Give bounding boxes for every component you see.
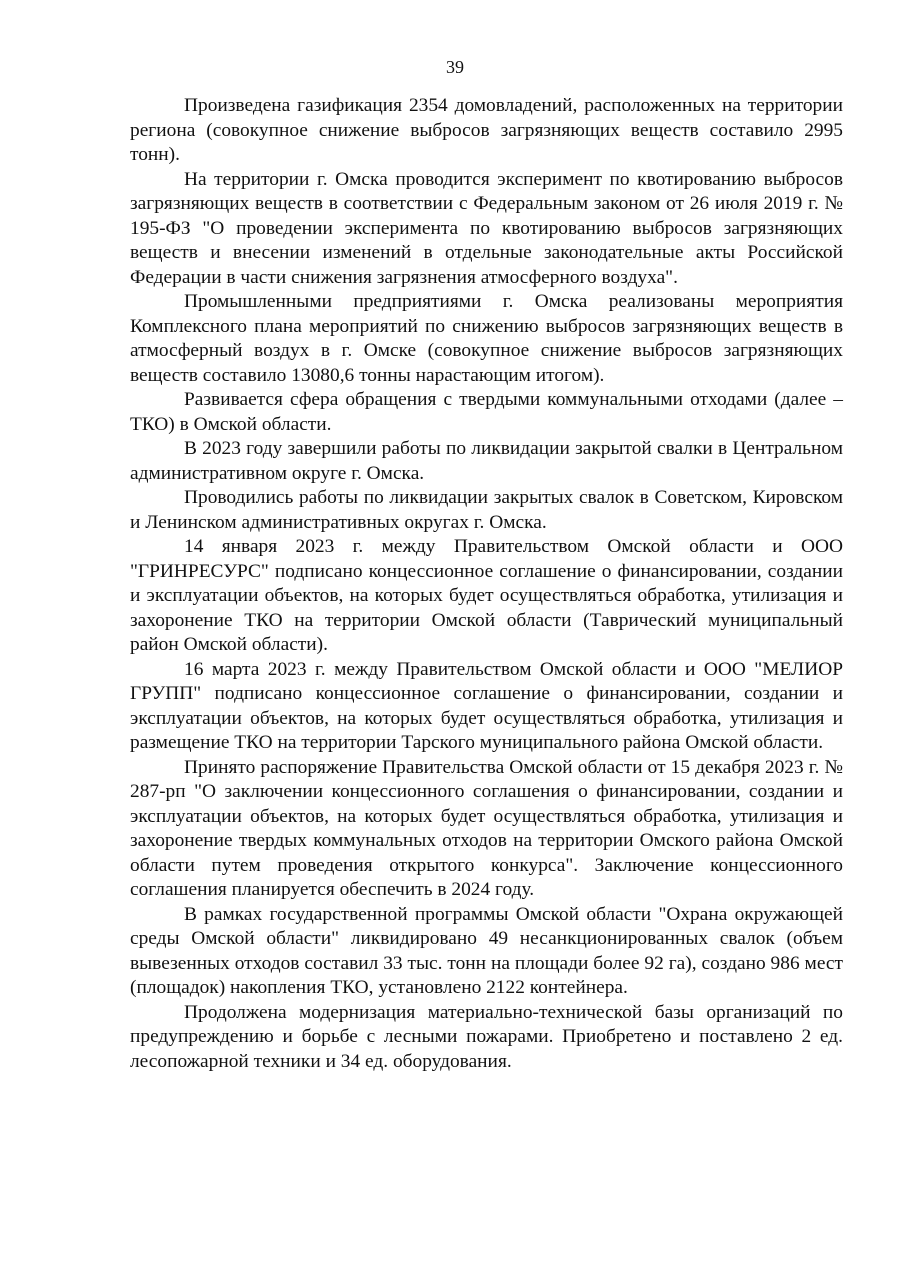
paragraph-gasification: Произведена газификация 2354 домовладений, расположенных на территории региона (совокупное снижение выбросов загрязняющих веществ составило 2995 тонн). [130,95,843,165]
paragraph-emission-quota-experiment: На территории г. Омска проводится эксперимент по квотированию выбросов загрязняющих веществ в соответствии с Федеральным законом от 26 июля 2019 г. № 195-ФЗ "О проведении эксперимента по квотированию выбросов загрязняющих веществ и внесении изменений в отдельные законодательные акты Российской Федерации в части снижения загрязнения атмосферного воздуха". [130,168,843,288]
paragraph-state-program: В рамках государственной программы Омской области "Охрана окружающей среды Омской области" ликвидировано 49 несанкционированных свалок (объем вывезенных отходов составил 33 тыс. тонн на площади более 92 га), создано 986 мест (площадок) накопления ТКО, установлено 2122 контейнера. [130,903,843,998]
paragraph-landfills-other-districts: Проводились работы по ликвидации закрытых свалок в Советском, Кировском и Ленинском административных округах г. Омска. [130,487,843,533]
paragraph-waste-management: Развивается сфера обращения с твердыми коммунальными отходами (далее – ТКО) в Омской области. [130,389,843,435]
paragraph-fire-equipment: Продолжена модернизация материально-технической базы организаций по предупреждению и борьбе с лесными пожарами. Приобретено и поставлено 2 ед. лесопожарной техники и 34 ед. оборудования. [130,1001,843,1072]
paragraph-order-287rp: Принято распоряжение Правительства Омской области от 15 декабря 2023 г. № 287-рп "О заключении концессионного соглашения о финансировании, создании и эксплуатации объектов, на которых будет осуществляться обработка, утилизация и захоронение твердых коммунальных отходов на территории Омского района Омской области путем проведения открытого конкурса". Заключение концессионного соглашения планируется обеспечить в 2024 году. [130,756,843,900]
paragraph-concession-grinresurs: 14 января 2023 г. между Правительством Омской области и ООО "ГРИНРЕСУРС" подписано концессионное соглашение о финансировании, создании и эксплуатации объектов, на которых будет осуществляться обработка, утилизация и захоронение ТКО на территории Омской области (Таврический муниципальный район Омской области). [130,536,843,655]
page-number: 39 [446,57,464,77]
paragraph-landfill-central: В 2023 году завершили работы по ликвидации закрытой свалки в Центральном административном округе г. Омска. [130,438,843,484]
document-body [130,94,843,1074]
paragraph-industrial-measures: Промышленными предприятиями г. Омска реализованы мероприятия Комплексного плана мероприятий по снижению выбросов загрязняющих веществ в атмосферный воздух в г. Омске (совокупное снижение выбросов загрязняющих веществ составило 13080,6 тонны нарастающим итогом). [130,291,843,386]
paragraph-concession-melior: 16 марта 2023 г. между Правительством Омской области и ООО "МЕЛИОР ГРУПП" подписано концессионное соглашение о финансировании, создании и эксплуатации объектов, на которых будет осуществляться обработка, утилизация и размещение ТКО на территории Тарского муниципального района Омской области. [130,658,843,753]
